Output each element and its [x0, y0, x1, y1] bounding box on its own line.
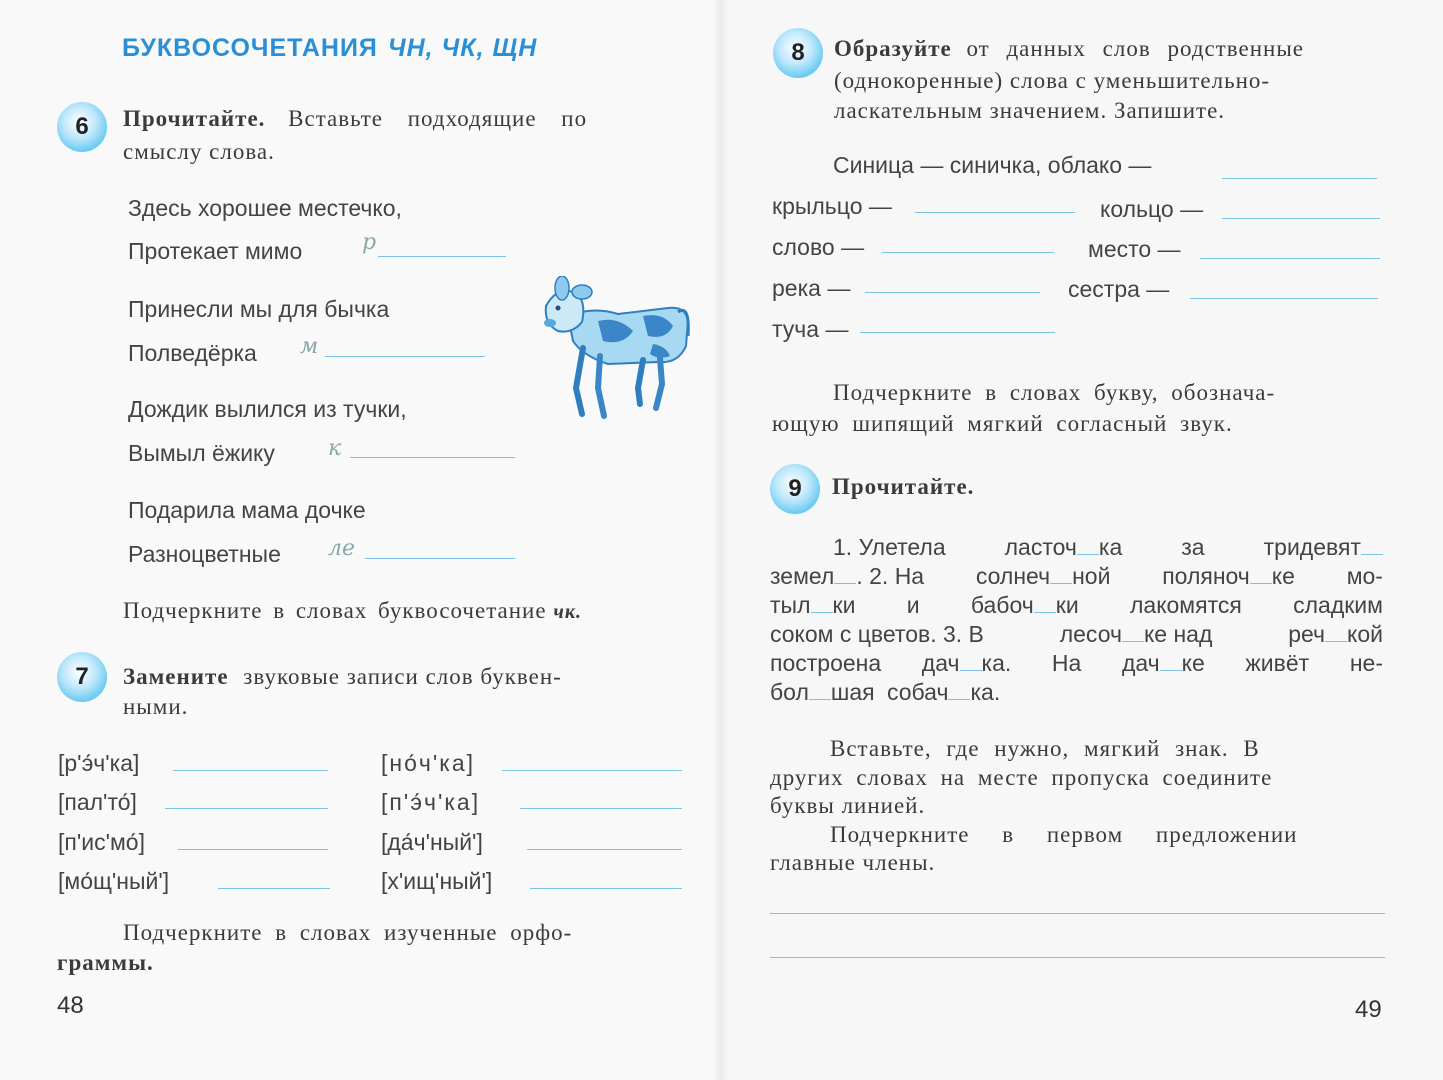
exercise-6-note	[123, 598, 582, 624]
text-fragment: ласточ ка	[1004, 534, 1123, 560]
text-fragment: лесоч ке над	[1059, 621, 1213, 647]
transcription-item: [п'ис'мо́]	[58, 829, 145, 855]
exercise-6-instruction-bold: Прочитайте.	[123, 106, 266, 131]
text-fragment: 1. Улетела	[833, 534, 946, 560]
answer-line-4[interactable]	[365, 558, 515, 559]
transcription-item: [мо́щ'ный']	[58, 868, 170, 894]
transcription-answer-line[interactable]	[502, 770, 682, 771]
word-pair: сестра —	[1068, 276, 1170, 302]
transcription-item: [пал'то́]	[58, 789, 137, 815]
text-fragment: мо-	[1346, 563, 1383, 589]
exercise-8-note-line2: ющую шипящий мягкий согласный звук.	[772, 411, 1233, 436]
text-fragment: солнеч ной	[975, 563, 1111, 589]
page-number-right: 49	[1355, 996, 1382, 1023]
exercise-9-text-line-4	[770, 621, 1383, 648]
hint-letter-2: м	[300, 334, 319, 359]
transcription-answer-line[interactable]	[527, 849, 682, 850]
word-pair: река —	[772, 275, 851, 301]
word-pair: туча —	[772, 316, 849, 342]
answer-line-1[interactable]	[378, 256, 506, 257]
poem-line-5: Дождик вылился из тучки,	[128, 396, 407, 422]
writing-line-2[interactable]	[770, 957, 1385, 958]
text-fragment: построена	[770, 650, 882, 676]
text-fragment: земел . 2. На	[770, 563, 925, 589]
hint-letter-4: ле	[328, 536, 356, 561]
word-answer-line[interactable]	[915, 212, 1075, 213]
page-number-left: 48	[57, 992, 84, 1019]
word-answer-line[interactable]	[1200, 258, 1380, 259]
text-fragment: и	[906, 592, 920, 618]
transcription-item: [п'э́ч'ка]	[381, 789, 481, 815]
exercise-7-note-line1: Подчеркните в словах изученные орфо-	[123, 920, 573, 945]
exercise-9-task2-line2: главные члены.	[770, 850, 936, 875]
text-fragment: не-	[1349, 650, 1383, 676]
poem-line-4: Полведёрка	[128, 340, 257, 366]
poem-line-7: Подарила мама дочке	[128, 497, 366, 523]
exercise-6-note-letters: чк.	[553, 601, 582, 623]
exercise-9-text-line-1	[833, 534, 1383, 561]
calf-illustration	[538, 276, 693, 426]
transcription-item: [р'э́ч'ка]	[58, 750, 140, 776]
exercise-8-number: 8	[773, 28, 823, 78]
transcription-item: [х'ищ'ный']	[381, 868, 493, 894]
transcription-answer-line[interactable]	[173, 770, 328, 771]
text-fragment: живёт	[1245, 650, 1310, 676]
text-fragment: тыл ки	[770, 592, 856, 618]
exercise-8-instruction-line2: (однокоренные) слова с уменьшительно-	[834, 68, 1271, 93]
word-answer-line[interactable]	[860, 332, 1055, 333]
text-fragment: На	[1051, 650, 1082, 676]
word-pair: слово —	[772, 234, 865, 260]
text-fragment: лакомятся	[1129, 592, 1242, 618]
exercise-7-instruction-line1	[123, 664, 562, 690]
letter-blank[interactable]	[1077, 536, 1099, 555]
poem-line-3: Принесли мы для бычка	[128, 296, 390, 322]
transcription-answer-line[interactable]	[520, 808, 682, 809]
word-answer-line[interactable]	[865, 292, 1040, 293]
section-title-main: БУКВОСОЧЕТАНИЯ	[122, 34, 378, 62]
poem-line-1: Здесь хорошее местечко,	[128, 195, 402, 221]
letter-blank[interactable]	[1050, 565, 1072, 584]
transcription-item: [да́ч'ный']	[381, 829, 483, 855]
letter-blank[interactable]	[834, 565, 856, 584]
letter-blank[interactable]	[1160, 652, 1182, 671]
hint-letter-3: к	[328, 436, 342, 461]
transcription-answer-line[interactable]	[530, 888, 682, 889]
word-pair: крыльцо —	[772, 193, 892, 219]
letter-blank[interactable]	[1361, 536, 1383, 555]
text-fragment: соком с цветов. 3. В	[770, 621, 984, 647]
exercise-8-instruction-line1	[834, 36, 1304, 62]
answer-line-3[interactable]	[350, 457, 515, 458]
text-fragment: за	[1181, 534, 1205, 560]
text-fragment: дач ка.	[921, 650, 1012, 676]
exercise-6-instruction-line1	[123, 106, 587, 132]
text-fragment: дач ке	[1121, 650, 1205, 676]
exercise-9-task1-line1: Вставьте, где нужно, мягкий знак. В	[830, 736, 1260, 761]
left-page	[0, 0, 720, 1080]
text-fragment: поляноч ке	[1162, 563, 1295, 589]
word-answer-line[interactable]	[1190, 298, 1378, 299]
book-gutter	[712, 0, 728, 1080]
transcription-answer-line[interactable]	[218, 888, 330, 889]
exercise-7-note-line2: граммы.	[57, 950, 154, 975]
exercise-7-instruction-bold: Замените	[123, 664, 229, 689]
exercise-7-number: 7	[57, 652, 107, 702]
hint-letter-1: р	[362, 230, 377, 255]
word-pair: место —	[1088, 236, 1181, 262]
section-title	[122, 34, 537, 63]
word-answer-line[interactable]	[1222, 218, 1380, 219]
section-title-letters: ЧН, ЧК, ЩН	[387, 34, 538, 62]
letter-blank[interactable]	[1250, 565, 1272, 584]
poem-line-2: Протекает мимо	[128, 238, 303, 264]
word-pair: кольцо —	[1100, 196, 1204, 222]
exercise-6-number: 6	[57, 102, 107, 152]
exercise-6-instruction-text: Вставьте подходящие по	[288, 106, 588, 131]
word-pair: Синица — синичка, облако —	[833, 152, 1152, 178]
poem-line-6: Вымыл ёжику	[128, 440, 275, 466]
exercise-9-task2-line1: Подчеркните в первом предложении	[830, 822, 1298, 847]
exercise-7-instruction-line2: ными.	[123, 694, 189, 719]
text-fragment: тридевят	[1264, 534, 1383, 561]
letter-blank[interactable]	[948, 681, 970, 700]
exercise-9-text-line-2	[770, 563, 1383, 590]
exercise-9-text-line-3	[770, 592, 1383, 619]
letter-blank[interactable]	[811, 594, 833, 613]
exercise-9-text-line-6: бол шая собач ка.	[770, 679, 1001, 705]
exercise-9-instruction-bold: Прочитайте.	[832, 474, 975, 499]
letter-blank[interactable]	[1325, 623, 1347, 642]
writing-line-1[interactable]	[770, 913, 1385, 914]
exercise-8-instruction-line3: ласкательным значением. Запишите.	[834, 98, 1226, 123]
exercise-8-note-line1: Подчеркните в словах букву, обознача-	[833, 380, 1276, 405]
word-answer-line[interactable]	[1222, 178, 1377, 179]
exercise-9-task1-line3: буквы линией.	[770, 793, 926, 818]
exercise-8-instruction-bold: Образуйте	[834, 36, 952, 61]
exercise-7-instruction-text: звуковые записи слов буквен-	[243, 664, 562, 689]
text-fragment: бабоч ки	[970, 592, 1079, 618]
letter-blank[interactable]	[960, 652, 982, 671]
transcription-item: [но́ч'ка]	[381, 750, 476, 776]
answer-line-2[interactable]	[325, 356, 485, 357]
letter-blank[interactable]	[809, 681, 831, 700]
transcription-answer-line[interactable]	[165, 808, 328, 809]
poem-line-8: Разноцветные	[128, 541, 281, 567]
exercise-9-number: 9	[770, 464, 820, 514]
exercise-8-instruction-text: от данных слов родственные	[966, 36, 1304, 61]
letter-blank[interactable]	[1122, 623, 1144, 642]
exercise-6-instruction-line2: смыслу слова.	[123, 139, 275, 164]
text-fragment: сладким	[1293, 592, 1383, 618]
transcription-answer-line[interactable]	[178, 849, 328, 850]
exercise-6-note-text: Подчеркните в словах буквосочетание	[123, 598, 547, 623]
exercise-9-task1-line2: других словах на месте пропуска соедините	[770, 765, 1273, 790]
text-fragment: реч кой	[1288, 621, 1383, 647]
word-answer-line[interactable]	[882, 252, 1054, 253]
letter-blank[interactable]	[1034, 594, 1056, 613]
exercise-9-text-line-5	[770, 650, 1383, 677]
